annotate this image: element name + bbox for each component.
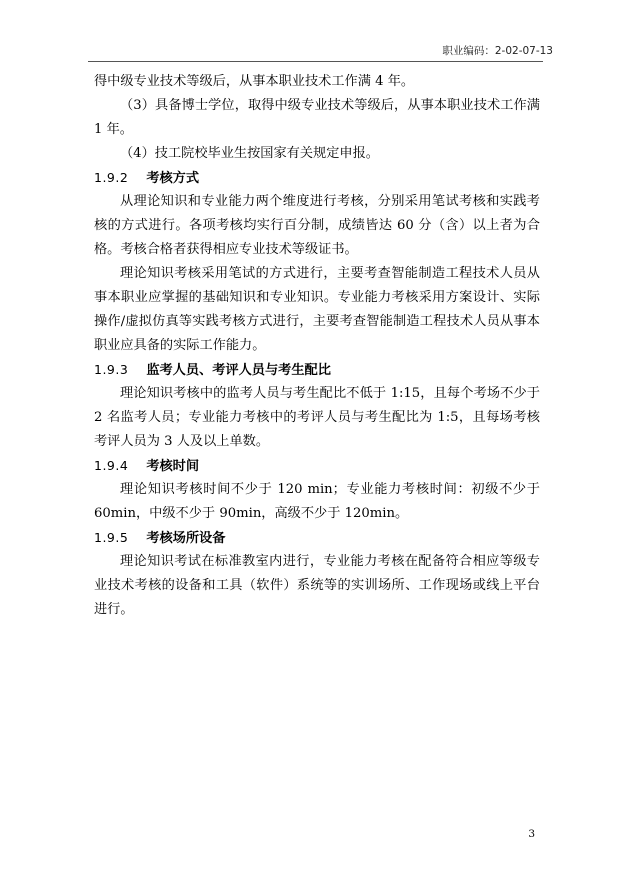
paragraph: 从理论知识和专业能力两个维度进行考核，分别采用笔试考核和实践考核的方式进行。各项考核均实行百分制，成绩皆达 60 分（含）以上者为合格。考核合格者获得相应专业技术等级证书。 — [94, 194, 540, 257]
section-heading — [94, 358, 540, 382]
paragraph: （3）具备博士学位，取得中级专业技术等级后，从事本职业技术工作满 1 年。 — [94, 98, 540, 137]
section-title: 考核场所设备 — [146, 531, 226, 546]
section-title: 监考人员、考评人员与考生配比 — [146, 363, 331, 378]
paragraph: 理论知识考试在标准教室内进行，专业能力考核在配备符合相应等级专业技术考核的设备和工具（软件）系统等的实训场所、工作现场或线上平台进行。 — [94, 554, 540, 617]
section-number: 1.9.4 — [94, 458, 129, 473]
section-title: 考核方式 — [146, 171, 200, 186]
section-number: 1.9.2 — [94, 170, 129, 185]
section-heading — [94, 454, 540, 478]
paragraph: （4）技工院校毕业生按国家有关规定申报。 — [120, 146, 379, 161]
document-body — [94, 70, 540, 622]
paragraph: 理论知识考核采用笔试的方式进行，主要考查智能制造工程技术人员从事本职业应掌握的基础知识和专业知识。专业能力考核采用方案设计、实际操作/虚拟仿真等实践考核方式进行，主要考查智能制造工程技术人员从事本职业应具备的实际工作能力。 — [94, 266, 540, 353]
section-heading — [94, 526, 540, 550]
section-heading — [94, 166, 540, 190]
paragraph: 得中级专业技术等级后，从事本职业技术工作满 4 年。 — [94, 74, 415, 89]
section-title: 考核时间 — [146, 459, 200, 474]
paragraph: 理论知识考核时间不少于 120 min；专业能力考核时间：初级不少于 60min，中级不少于 90min，高级不少于 120min。 — [94, 482, 540, 521]
page-number: 3 — [528, 828, 535, 840]
header-divider — [88, 61, 543, 62]
section-number: 1.9.5 — [94, 530, 129, 545]
occupation-code: 职业编码：2-02-07-13 — [442, 45, 553, 57]
section-number: 1.9.3 — [94, 362, 129, 377]
paragraph: 理论知识考核中的监考人员与考生配比不低于 1:15，且每个考场不少于 2 名监考人员；专业能力考核中的考评人员与考生配比为 1:5，且每场考核考评人员为 3 人及以上单数。 — [94, 386, 540, 449]
